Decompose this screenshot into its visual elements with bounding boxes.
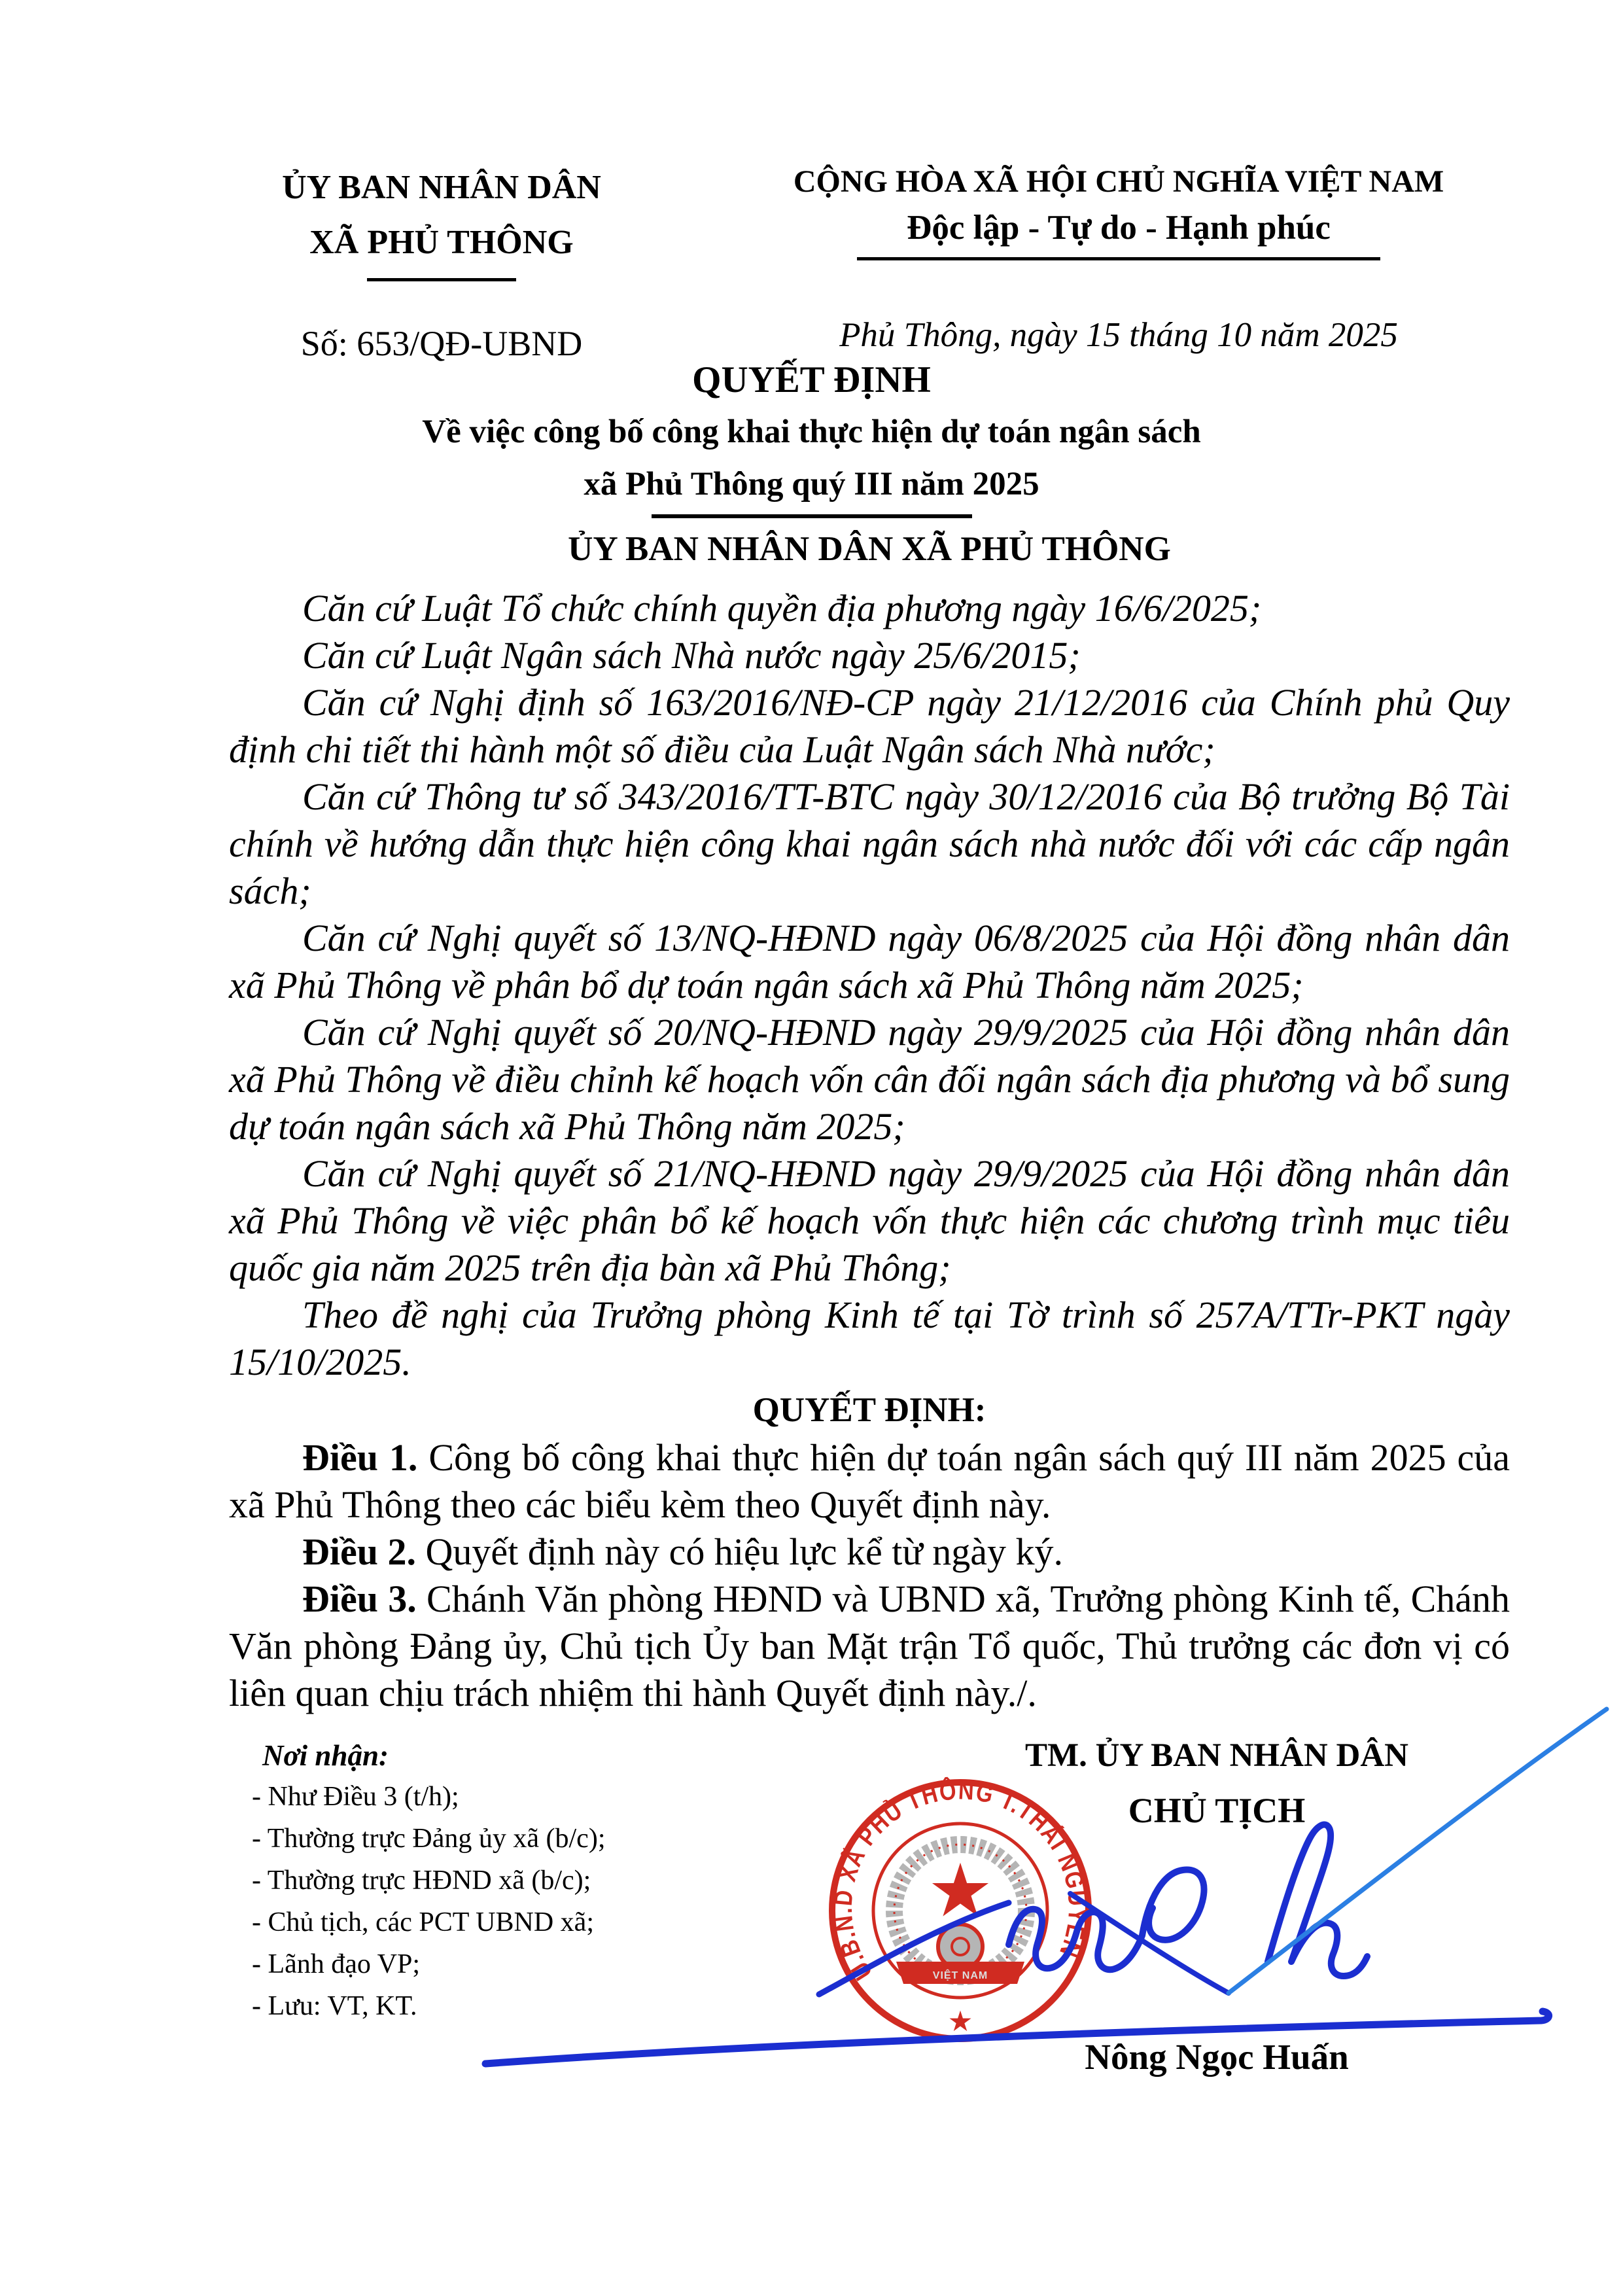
recipient-item: - Lưu: VT, KT. bbox=[252, 1991, 417, 2021]
issuing-authority-heading: ỦY BAN NHÂN DÂN XÃ PHỦ THÔNG bbox=[568, 530, 1171, 568]
article-1-label: Điều 1. bbox=[302, 1436, 418, 1479]
recipient-item: - Như Điều 3 (t/h); bbox=[252, 1782, 459, 1812]
national-motto-line2: Độc lập - Tự do - Hạnh phúc bbox=[907, 209, 1331, 247]
preamble-clause: Theo đề nghị của Trưởng phòng Kinh tế tại Tờ trình số 257A/TTr-PKT ngày 15/10/2025. bbox=[229, 1294, 1510, 1383]
title-subject-line1: Về việc công bố công khai thực hiện dự toán ngân sách bbox=[422, 414, 1201, 450]
recipient-item: - Thường trực HĐND xã (b/c); bbox=[252, 1865, 591, 1896]
recipients-block bbox=[252, 1735, 749, 2027]
signer-name: Nông Ngọc Huấn bbox=[1085, 2037, 1349, 2077]
document-type-title: QUYẾT ĐỊNH bbox=[692, 359, 931, 400]
preamble-clause: Căn cứ Nghị quyết số 21/NQ-HĐND ngày 29/9/2025 của Hội đồng nhân dân xã Phủ Thông về việc phân bổ kế hoạch vốn thực hiện các chương trình mục tiêu quốc gia năm 2025 trên địa bàn xã Phủ Thông; bbox=[229, 1152, 1510, 1289]
recipient-item: - Chủ tịch, các PCT UBND xã; bbox=[252, 1907, 594, 1937]
recipients-heading: Nơi nhận: bbox=[262, 1739, 389, 1772]
title-block bbox=[0, 355, 1623, 518]
preamble-clause: Căn cứ Nghị định số 163/2016/NĐ-CP ngày 21/12/2016 của Chính phủ Quy định chi tiết thi hành một số điều của Luật Ngân sách Nhà nước; bbox=[229, 681, 1510, 771]
preamble-section bbox=[229, 585, 1510, 1386]
motto-underline bbox=[857, 257, 1380, 260]
national-motto-line1: CỘNG HÒA XÃ HỘI CHỦ NGHĨA VIỆT NAM bbox=[793, 164, 1444, 199]
articles-section bbox=[229, 1434, 1510, 1717]
title-underline bbox=[652, 514, 972, 518]
article-3-text: Chánh Văn phòng HĐND và UBND xã, Trưởng phòng Kinh tế, Chánh Văn phòng Đảng ủy, Chủ tịch Ủy ban Mặt trận Tổ quốc, Thủ trưởng các đơn vị có liên quan chịu trách nhiệm thi hành Quyết định này./. bbox=[229, 1578, 1510, 1714]
official-stamp bbox=[803, 1754, 1117, 2068]
preamble-clause: Căn cứ Luật Tổ chức chính quyền địa phương ngày 16/6/2025; bbox=[302, 587, 1262, 629]
signing-authority-line: TM. ỦY BAN NHÂN DÂN bbox=[1024, 1737, 1408, 1774]
article-1 bbox=[229, 1434, 1510, 1528]
stamp-bottom-star-icon bbox=[949, 2011, 971, 2031]
issuer-parent-org: ỦY BAN NHÂN DÂN bbox=[282, 169, 601, 206]
national-emblem-icon bbox=[894, 1845, 1026, 1984]
preamble-clause: Căn cứ Nghị quyết số 20/NQ-HĐND ngày 29/9/2025 của Hội đồng nhân dân xã Phủ Thông về điều chỉnh kế hoạch vốn cân đối ngân sách địa phương và bổ sung dự toán ngân sách xã Phủ Thông năm 2025; bbox=[229, 1011, 1510, 1148]
article-2-label: Điều 2. bbox=[302, 1530, 416, 1573]
article-3 bbox=[229, 1576, 1510, 1717]
issuer-org-name: XÃ PHỦ THÔNG bbox=[309, 224, 574, 261]
decision-heading: QUYẾT ĐỊNH: bbox=[752, 1391, 986, 1429]
issuer-underline bbox=[367, 278, 516, 281]
preamble-clause: Căn cứ Thông tư số 343/2016/TT-BTC ngày 30/12/2016 của Bộ trưởng Bộ Tài chính về hướng dẫn thực hiện công khai ngân sách nhà nước đối với các cấp ngân sách; bbox=[229, 775, 1510, 912]
signing-title-line: CHỦ TỊCH bbox=[1128, 1791, 1306, 1830]
recipient-item: - Thường trực Đảng ủy xã (b/c); bbox=[252, 1824, 606, 1854]
article-2 bbox=[229, 1528, 1510, 1576]
emblem-star-icon bbox=[932, 1863, 988, 1916]
document-body bbox=[229, 523, 1510, 1717]
stamp-ring-text: U.B.N.D XÃ PHỦ THÔNG T.THÁI NGUYÊN bbox=[829, 1776, 1092, 1985]
article-2-text: Quyết định này có hiệu lực kể từ ngày ký. bbox=[416, 1530, 1064, 1573]
article-3-label: Điều 3. bbox=[302, 1578, 417, 1620]
preamble-clause: Căn cứ Luật Ngân sách Nhà nước ngày 25/6/2015; bbox=[302, 634, 1081, 677]
title-subject-line2: xã Phủ Thông quý III năm 2025 bbox=[584, 466, 1039, 503]
recipient-item: - Lãnh đạo VP; bbox=[252, 1949, 421, 1979]
place-and-date: Phủ Thông, ngày 15 tháng 10 năm 2025 bbox=[839, 316, 1398, 354]
document-number: Số: 653/QĐ-UBND bbox=[300, 324, 583, 363]
national-header-block bbox=[716, 160, 1521, 355]
emblem-banner-text: VIỆT NAM bbox=[932, 1970, 988, 1981]
issuer-block bbox=[216, 160, 667, 364]
article-1-text: Công bố công khai thực hiện dự toán ngân sách quý III năm 2025 của xã Phủ Thông theo các biểu kèm theo Quyết định này. bbox=[229, 1436, 1510, 1526]
preamble-clause: Căn cứ Nghị quyết số 13/NQ-HĐND ngày 06/8/2025 của Hội đồng nhân dân xã Phủ Thông về phân bổ dự toán ngân sách xã Phủ Thông năm 2025; bbox=[229, 917, 1510, 1006]
